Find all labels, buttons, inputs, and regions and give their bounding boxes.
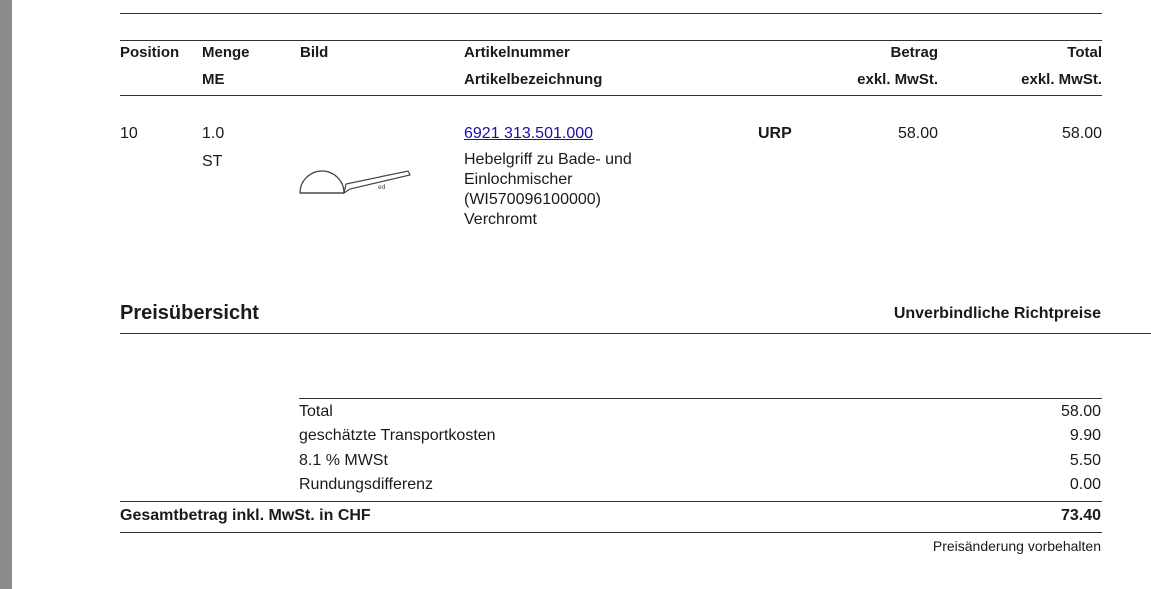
item-desc-line: Verchromt — [464, 211, 537, 228]
col-header-position: Position — [120, 44, 180, 61]
col-header-total: Total — [1067, 44, 1102, 61]
item-image — [298, 165, 413, 197]
summary-label-total: Total — [299, 403, 333, 420]
summary-value-mwst: 5.50 — [1069, 452, 1101, 469]
footer-note: Preisänderung vorbehalten — [932, 538, 1101, 554]
item-betrag: 58.00 — [897, 125, 938, 142]
item-total: 58.00 — [1061, 125, 1102, 142]
col-header-betrag-sub: exkl. MwSt. — [857, 71, 938, 88]
header-bottom-rule — [120, 95, 1102, 96]
item-menge: 1.0 — [202, 125, 225, 142]
summary-label-mwst: 8.1 % MWSt — [299, 452, 388, 469]
overview-note: Unverbindliche Richtpreise — [893, 305, 1101, 322]
header-top-rule — [120, 40, 1102, 41]
lever-handle-icon — [298, 165, 413, 197]
item-price-type: URP — [758, 125, 792, 142]
col-header-total-sub: exkl. MwSt. — [1021, 71, 1102, 88]
col-header-artikelnummer: Artikelnummer — [464, 44, 570, 61]
col-header-betrag: Betrag — [890, 44, 938, 61]
summary-value-transport: 9.90 — [1069, 427, 1101, 444]
left-edge-bar — [0, 0, 12, 589]
summary-top-rule — [299, 398, 1102, 399]
summary-label-rundung: Rundungsdifferenz — [299, 476, 434, 493]
summary-value-total: 58.00 — [1060, 403, 1101, 420]
item-desc-line: Hebelgriff zu Bade- und — [464, 151, 632, 168]
col-header-bild: Bild — [300, 44, 329, 61]
overview-rule — [120, 333, 1151, 334]
summary-value-rundung: 0.00 — [1069, 476, 1101, 493]
top-rule — [120, 13, 1102, 14]
item-desc-line: (WI570096100000) — [464, 191, 601, 208]
grand-total-value: 73.40 — [1060, 507, 1101, 524]
grand-total-bottom-rule — [120, 532, 1102, 533]
item-description — [464, 150, 632, 230]
item-me: ST — [202, 153, 223, 170]
item-artikelnummer-link[interactable]: 6921 313.501.000 — [464, 125, 594, 142]
item-position: 10 — [120, 125, 138, 142]
summary-label-transport: geschätzte Transportkosten — [299, 427, 496, 444]
grand-total-label: Gesamtbetrag inkl. MwSt. in CHF — [120, 507, 371, 524]
col-header-menge: Menge — [202, 44, 250, 61]
col-header-artikelbezeichnung: Artikelbezeichnung — [464, 71, 603, 88]
grand-total-top-rule — [120, 501, 1102, 502]
overview-title: Preisübersicht — [120, 302, 259, 324]
item-image-label: ed — [378, 184, 386, 191]
col-header-me: ME — [202, 71, 225, 88]
item-desc-line: Einlochmischer — [464, 171, 573, 188]
